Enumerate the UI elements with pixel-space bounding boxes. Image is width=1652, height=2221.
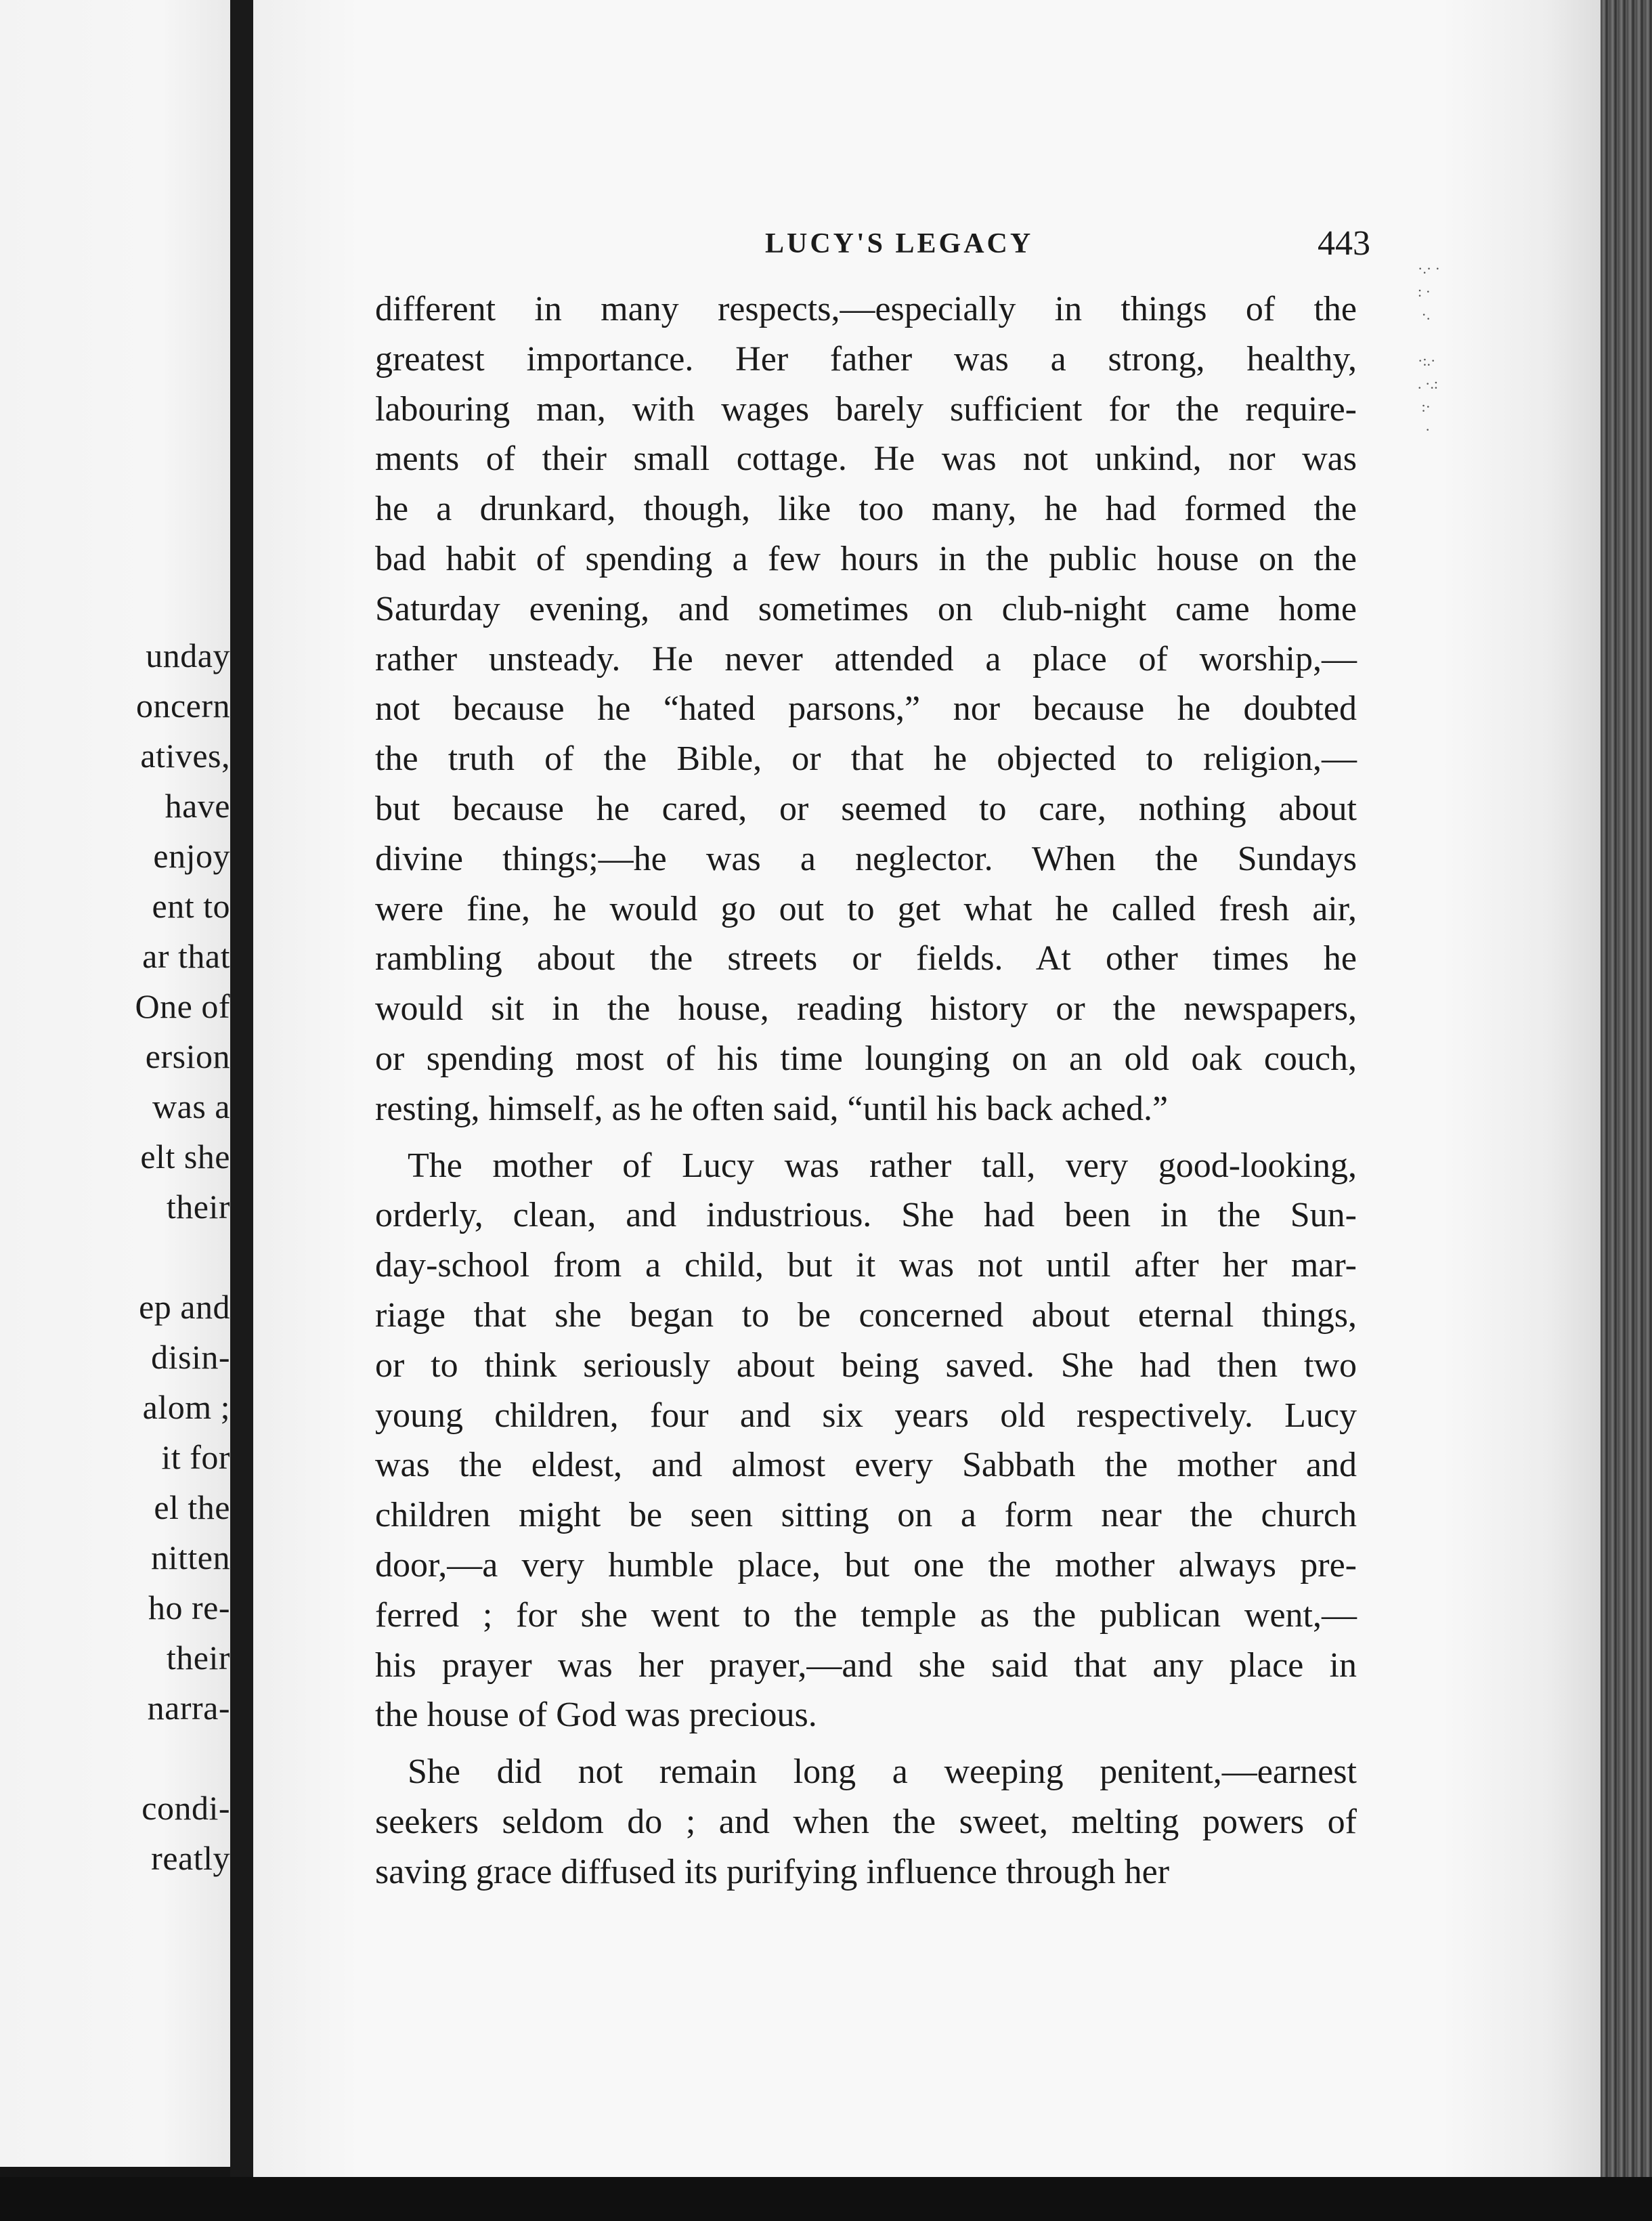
text-line: young children, four and six years old respectively. Lucy (375, 1396, 1357, 1435)
text-line: would sit in the house, reading history or the newspapers, (375, 989, 1357, 1029)
book-page (253, 0, 1601, 2177)
facing-page-line: nitten (151, 1538, 230, 1576)
text-line: seekers seldom do ; and when the sweet, melting powers of (375, 1802, 1357, 1841)
page-number: 443 (1318, 224, 1370, 263)
text-line: the house of God was precious. (375, 1696, 817, 1735)
facing-page-line: condi- (142, 1789, 230, 1827)
running-head: LUCY'S LEGACY (765, 228, 1034, 259)
text-line: riage that she began to be concerned about eternal things, (375, 1295, 1357, 1335)
text-line: door,—a very humble place, but one the mother always pre- (375, 1545, 1357, 1584)
facing-page-line: oncern (135, 687, 230, 725)
text-line: orderly, clean, and industrious. She had been in the Sun- (375, 1196, 1357, 1235)
facing-page-line: reatly (151, 1839, 230, 1877)
facing-page-line: unday (146, 637, 230, 674)
text-line: divine things;—he was a neglector. When the Sundays (375, 839, 1357, 878)
text-line: his prayer was her prayer,—and she said that any place in (375, 1645, 1357, 1685)
facing-page-line: ho re- (148, 1589, 230, 1626)
paragraph (375, 1747, 1357, 1897)
text-line: Saturday evening, and sometimes on club-night came home (375, 589, 1357, 628)
facing-page-line: their (166, 1188, 230, 1226)
text-line: day-school from a child, but it was not until after her mar- (375, 1246, 1357, 1285)
facing-page-line: ar that (142, 937, 230, 975)
text-line: ments of their small cottage. He was not unkind, nor was (375, 439, 1357, 479)
facing-page-line: disin- (151, 1338, 230, 1376)
text-line: different in many respects,—especially in things of the (375, 290, 1357, 328)
facing-page-line: el the (154, 1488, 230, 1526)
facing-page-line: atives, (140, 737, 230, 775)
facing-page-line: ent to (152, 887, 230, 925)
facing-page-line: ep and (139, 1288, 230, 1326)
book-gutter (230, 0, 253, 2221)
text-line: greatest importance. Her father was a strong, healthy, (375, 339, 1357, 379)
body-text (375, 284, 1357, 1897)
page-edges (1601, 0, 1652, 2221)
text-line: rambling about the streets or fields. At other times he (375, 939, 1357, 978)
facing-page-line: their (166, 1639, 230, 1677)
text-line: She did not remain long a weeping penitent,—earnest (408, 1752, 1357, 1792)
facing-page-line: narra- (147, 1689, 230, 1727)
text-line: he a drunkard, though, like too many, he had formed the (375, 490, 1357, 529)
paragraph (375, 284, 1357, 1134)
paper-specks: ·.· · : · ·. ·:.· . ·.: :· · (1418, 260, 1440, 438)
facing-page-line: it for (161, 1438, 230, 1476)
text-line: labouring man, with wages barely sufficient for the require- (375, 389, 1357, 429)
text-line: resting, himself, as he often said, “until his back ached.” (375, 1089, 1169, 1128)
text-line: was the eldest, and almost every Sabbath the mother and (375, 1446, 1357, 1485)
facing-page (0, 0, 230, 2167)
text-line: the truth of the Bible, or that he objected to religion,— (375, 739, 1357, 779)
text-line: saving grace diffused its purifying influence through her (375, 1852, 1170, 1891)
facing-page-line: have (165, 787, 230, 825)
paragraph (375, 1141, 1357, 1741)
facing-page-line: ersion (145, 1037, 230, 1075)
facing-page-line: One of (135, 987, 230, 1025)
page-header (253, 220, 1601, 267)
text-line: children might be seen sitting on a form near the church (375, 1496, 1357, 1535)
facing-page-line: alom ; (142, 1388, 230, 1426)
facing-page-line: was a (152, 1087, 230, 1125)
text-line: but because he cared, or seemed to care, nothing about (375, 789, 1357, 828)
scan-shadow (0, 2177, 1652, 2221)
text-line: or to think seriously about being saved. She had then two (375, 1345, 1357, 1385)
text-line: were fine, he would go out to get what he called fresh air, (375, 889, 1357, 928)
text-line: The mother of Lucy was rather tall, very good-looking, (408, 1146, 1357, 1185)
facing-page-line: elt she (140, 1138, 230, 1176)
text-line: not because he “hated parsons,” nor because he doubted (375, 689, 1357, 729)
facing-page-line: enjoy (153, 837, 230, 875)
text-line: bad habit of spending a few hours in the public house on the (375, 539, 1357, 578)
text-line: rather unsteady. He never attended a place of worship,— (375, 639, 1357, 678)
text-line: or spending most of his time lounging on an old oak couch, (375, 1039, 1357, 1078)
text-line: ferred ; for she went to the temple as the publican went,— (375, 1595, 1357, 1635)
